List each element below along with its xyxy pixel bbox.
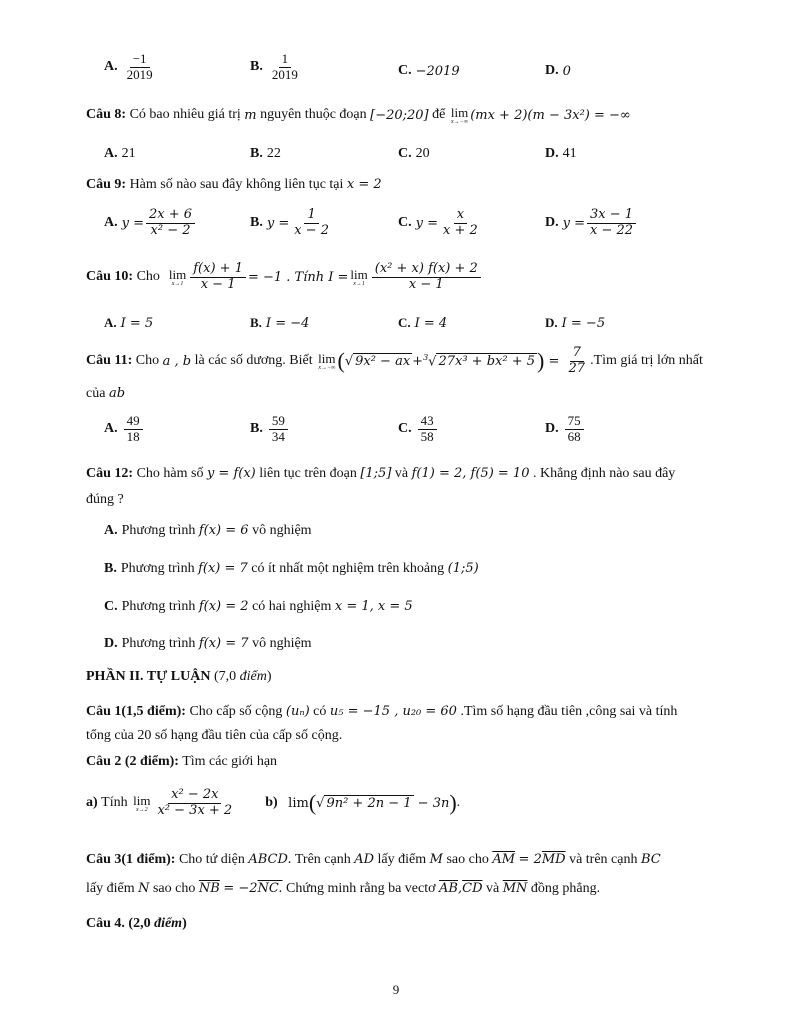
q11-option-a: A. $\frac{49}{18}$	[104, 414, 145, 445]
question-10: Câu 10: Cho lim x→1 $\frac{f(x) + 1}{x - 1}$ = −1 . Tính I = lim x→1 $\frac{\text{(x² + x) f(x) + 2}}{x - 1}$	[86, 262, 483, 293]
essay-1-line2: tổng của 20 số hạng đầu tiên của cấp số cộng.	[86, 728, 343, 743]
essay-3: Câu 3(1 điểm): Cho tứ diện ABCD. Trên cạnh AD lấy điểm M sao cho $\overline{AM} = 2\overline{MD}$ và trên cạnh BC	[86, 852, 661, 867]
q7-b-num: 1	[279, 52, 292, 68]
q12-option-d: D. Phương trình f(x) = 7 vô nghiệm	[104, 636, 312, 651]
q11-option-d: D. $\frac{75}{68}$	[545, 414, 586, 445]
q9-option-c: C. y = $\frac{x}{x + 2}$	[398, 207, 478, 238]
q9-option-a: A. y = $\frac{2x + 6}{\text{x² − 2}}$	[104, 208, 197, 239]
part-2-heading: PHẦN II. TỰ LUẬN (7,0 điểm)	[86, 669, 272, 684]
question-8: Câu 8: Có bao nhiêu giá trị m nguyên thuộc đoạn [−20;20] để lim x→−∞ (mx + 2)(m − 3x²) = −∞	[86, 105, 631, 125]
q7-option-c: C. −2019	[398, 63, 460, 79]
essay-2: Câu 2 (2 điểm): Tìm các giới hạn	[86, 754, 278, 769]
essay-4: Câu 4. (2,0 điểm)	[86, 916, 187, 931]
q7-option-b: B. $\frac{1}{2019}$	[250, 52, 303, 83]
q8-option-d: D. 41	[545, 146, 577, 161]
q9-option-d: D. y = $\frac{3x - 1}{x - 22}$	[545, 208, 638, 239]
q7-a-num: −1	[130, 52, 150, 68]
q7-b-den: 2019	[271, 66, 298, 82]
q8-option-b: B. 22	[250, 146, 281, 161]
q10-option-d: D. I = −5	[545, 315, 606, 331]
q11-option-c: C. $\frac{43}{58}$	[398, 414, 439, 445]
question-12: Câu 12: Cho hàm số y = f(x) liên tục trên đoạn [1;5] và f(1) = 2, f(5) = 10 . Khẳng định nào sau đây	[86, 466, 676, 481]
q12-option-b: B. Phương trình f(x) = 7 có ít nhất một nghiệm trên khoảng (1;5)	[104, 561, 479, 576]
essay-2-parts: a) Tính lim x→2 $\frac{\text{x² − 2x}}{\text{x² − 3x + 2}}$ b) lim ( √ 9n² + 2n − 1 − 3n ) .	[86, 787, 461, 818]
q10-option-c: C. I = 4	[398, 315, 448, 331]
q10-option-b: B. I = −4	[250, 315, 310, 331]
q12-option-a: A. Phương trình f(x) = 6 vô nghiệm	[104, 523, 312, 538]
q7-option-d: D. 0	[545, 63, 571, 79]
question-11-line2: của ab	[86, 386, 126, 401]
q12-option-c: C. Phương trình f(x) = 2 có hai nghiệm x = 1, x = 5	[104, 599, 413, 614]
essay-3-line2: lấy điểm N sao cho $\overline{NB} = -2NC$. Chứng minh rằng ba vectơ $\overline{AB},\overline{CD}$ và $\overline{MN}$ đồng phẳng.	[86, 881, 601, 896]
q8-option-a: A. 21	[104, 146, 136, 161]
q8-option-c: C. 20	[398, 146, 430, 161]
essay-1: Câu 1(1,5 điểm): Cho cấp số cộng (uₙ) có u₅ = −15 , u₂₀ = 60 .Tìm số hạng đầu tiên ,công sai và tính	[86, 704, 678, 719]
q7-a-den: 2019	[126, 66, 153, 82]
page-number: 9	[392, 982, 400, 997]
q8-limit: lim x→−∞	[450, 105, 469, 125]
question-9: Câu 9: Hàm số nào sau đây không liên tục tại x = 2	[86, 177, 382, 192]
q10-option-a: A. I = 5	[104, 315, 154, 331]
q9-option-b: B. y = $\frac{1}{x - 2}$	[250, 207, 329, 238]
q7-option-a: A. $\frac{-1}{2019}$	[104, 52, 158, 83]
question-11: Câu 11: Cho a , b là các số dương. Biết lim x→−∞ ( √ 9x² − ax + $^3$√ 27x³ + bx² + 5 ) = $\frac{7}{27}$ .Tìm giá trị lớn nhất	[86, 345, 703, 376]
question-12-line2: đúng ?	[86, 492, 124, 507]
q11-option-b: B. $\frac{59}{34}$	[250, 414, 290, 445]
